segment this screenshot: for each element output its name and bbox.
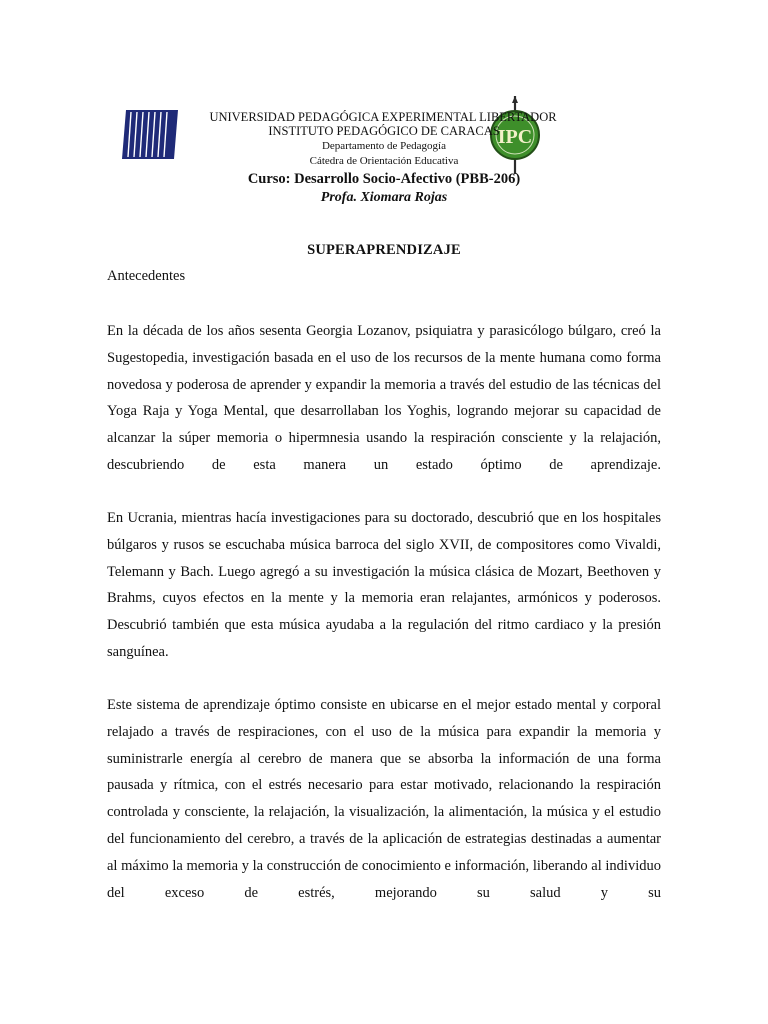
paragraph: En la década de los años sesenta Georgia Lozanov, psiquiatra y parasicólogo búlgaro, creó la Sugestopedia, investigación basada en el uso de los recursos de la mente humana como forma novedosa y poderosa de aprender y expandir la memoria a través del estudio de las técnicas del Yoga Raja y Yoga Mental, que desarrollaban los Yoghis, logrando mejorar su capacidad de alcanzar la súper memoria o hipermnesia usando la respiración consciente y la relajación, descubriendo de esta manera un estado óptimo de aprendizaje. <box>107 323 661 473</box>
paragraph: Este sistema de aprendizaje óptimo consiste en ubicarse en el mejor estado mental y corporal relajado a través de respiraciones, con el uso de la música para expandir la memoria y suministrarle energía al cerebro de manera que se absorba la información de una forma pausada y rítmica, con el estrés necesario para estar motivado, relacionando la respiración controlada y consciente, la relajación, la visualización, la alimentación, la música y el estudio del funcionamiento del cerebro, a través de la aplicación de estrategias destinadas a aumentar al máximo la memoria y la construcción de conocimiento e información, liberando al individuo del exceso de estrés, mejorando su salud y su <box>107 697 661 901</box>
document-title: SUPERAPRENDIZAJE <box>307 242 461 258</box>
professor-name: Profa. Xiomara Rojas <box>320 190 448 205</box>
course-title: Curso: Desarrollo Socio-Afectivo (PBB-206) <box>247 171 521 187</box>
institution-header <box>0 110 768 206</box>
chair-name: Cátedra de Orientación Educativa <box>309 155 459 167</box>
paragraph: En Ucrania, mientras hacía investigaciones para su doctorado, descubrió que en los hospitales búlgaros y rusos se escuchaba música barroca del siglo XVII, de compositores como Vivaldi, Telemann y Bach. Luego agregó a su investigación la música clásica de Mozart, Beethoven y Brahms, cuyos efectos en la mente y la memoria eran relajantes, armónicos y poderosos. Descubrió también que esta música ayudaba a la regulación del ritmo cardiaco y la presión sanguínea. <box>107 510 661 660</box>
institute-name: INSTITUTO PEDAGÓGICO DE CARACAS <box>268 124 500 138</box>
ipc-logo-text: IPC <box>497 126 533 148</box>
university-name: UNIVERSIDAD PEDAGÓGICA EXPERIMENTAL LIBERTADOR <box>209 110 557 124</box>
department-name: Departamento de Pedagogía <box>321 140 446 152</box>
section-heading: Antecedentes <box>107 268 186 284</box>
